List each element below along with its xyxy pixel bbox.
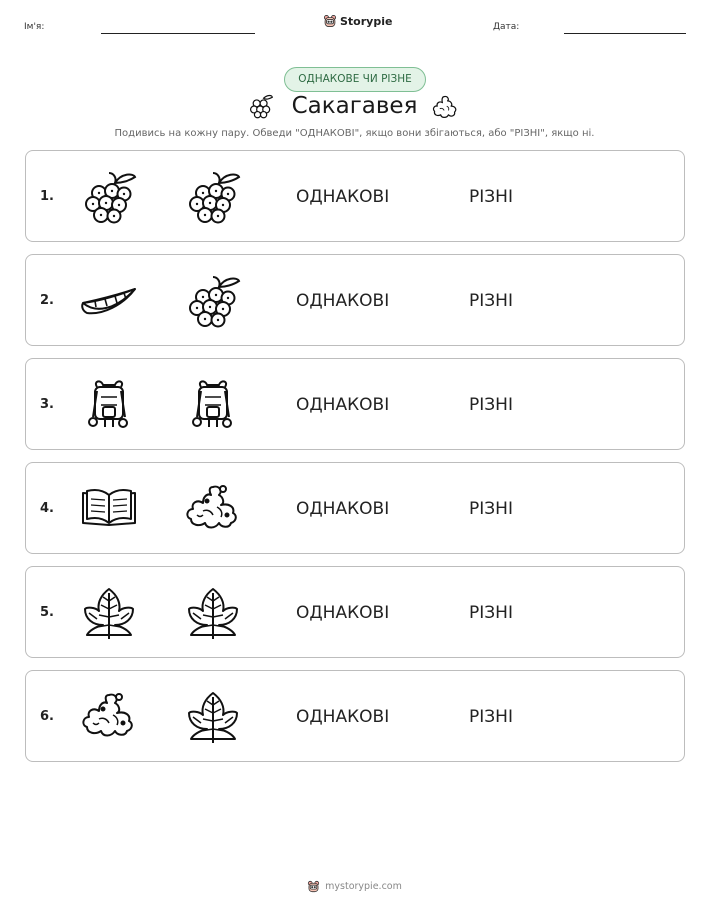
title-row xyxy=(0,92,709,126)
footer xyxy=(0,880,709,893)
book-icon xyxy=(78,481,140,537)
leaf-plant-icon xyxy=(182,689,244,745)
question-card-6 xyxy=(25,670,685,762)
leaf-plant-icon xyxy=(78,585,140,641)
worksheet-header xyxy=(0,14,709,40)
question-card-2 xyxy=(25,254,685,346)
date-label: Дата: xyxy=(493,22,520,32)
question-number: 1. xyxy=(40,189,54,204)
berries-icon xyxy=(78,169,140,225)
same-option[interactable]: ОДНАКОВІ xyxy=(296,187,390,207)
instructions: Подивись на кожну пару. Обведи "ОДНАКОВІ", якщо вони збігаються, або "РІЗНІ", якщо ні. xyxy=(114,128,595,139)
canoe-icon xyxy=(78,273,140,329)
same-option[interactable]: ОДНАКОВІ xyxy=(296,499,390,519)
berries-icon xyxy=(182,273,244,329)
same-option[interactable]: ОДНАКОВІ xyxy=(296,707,390,727)
different-option[interactable]: РІЗНІ xyxy=(469,603,513,623)
different-option[interactable]: РІЗНІ xyxy=(469,187,513,207)
baby-carrier-icon xyxy=(182,377,244,433)
ginger-root-icon xyxy=(432,94,458,120)
same-option[interactable]: ОДНАКОВІ xyxy=(296,291,390,311)
footer-site[interactable]: mystorypie.com xyxy=(325,881,402,892)
question-number: 2. xyxy=(40,293,54,308)
question-card-3 xyxy=(25,358,685,450)
brand-name: Storypie xyxy=(340,14,393,28)
name-field[interactable] xyxy=(101,33,255,34)
different-option[interactable]: РІЗНІ xyxy=(469,707,513,727)
storypie-mascot-icon xyxy=(323,14,337,28)
question-number: 3. xyxy=(40,397,54,412)
brand-logo xyxy=(323,14,392,28)
berries-icon xyxy=(182,169,244,225)
question-number: 6. xyxy=(40,709,54,724)
same-option[interactable]: ОДНАКОВІ xyxy=(296,603,390,623)
page-title: Сакагавея xyxy=(291,93,418,119)
date-field[interactable] xyxy=(564,33,686,34)
different-option[interactable]: РІЗНІ xyxy=(469,291,513,311)
ginger-root-icon xyxy=(182,481,244,537)
leaf-plant-icon xyxy=(182,585,244,641)
question-card-4 xyxy=(25,462,685,554)
ginger-root-icon xyxy=(78,689,140,745)
same-option[interactable]: ОДНАКОВІ xyxy=(296,395,390,415)
name-label: Ім'я: xyxy=(24,22,45,32)
question-card-5 xyxy=(25,566,685,658)
baby-carrier-icon xyxy=(78,377,140,433)
storypie-mascot-icon xyxy=(307,880,320,893)
different-option[interactable]: РІЗНІ xyxy=(469,499,513,519)
question-number: 5. xyxy=(40,605,54,620)
question-card-1 xyxy=(25,150,685,242)
question-number: 4. xyxy=(40,501,54,516)
different-option[interactable]: РІЗНІ xyxy=(469,395,513,415)
activity-type-badge: ОДНАКОВЕ ЧИ РІЗНЕ xyxy=(284,67,426,92)
